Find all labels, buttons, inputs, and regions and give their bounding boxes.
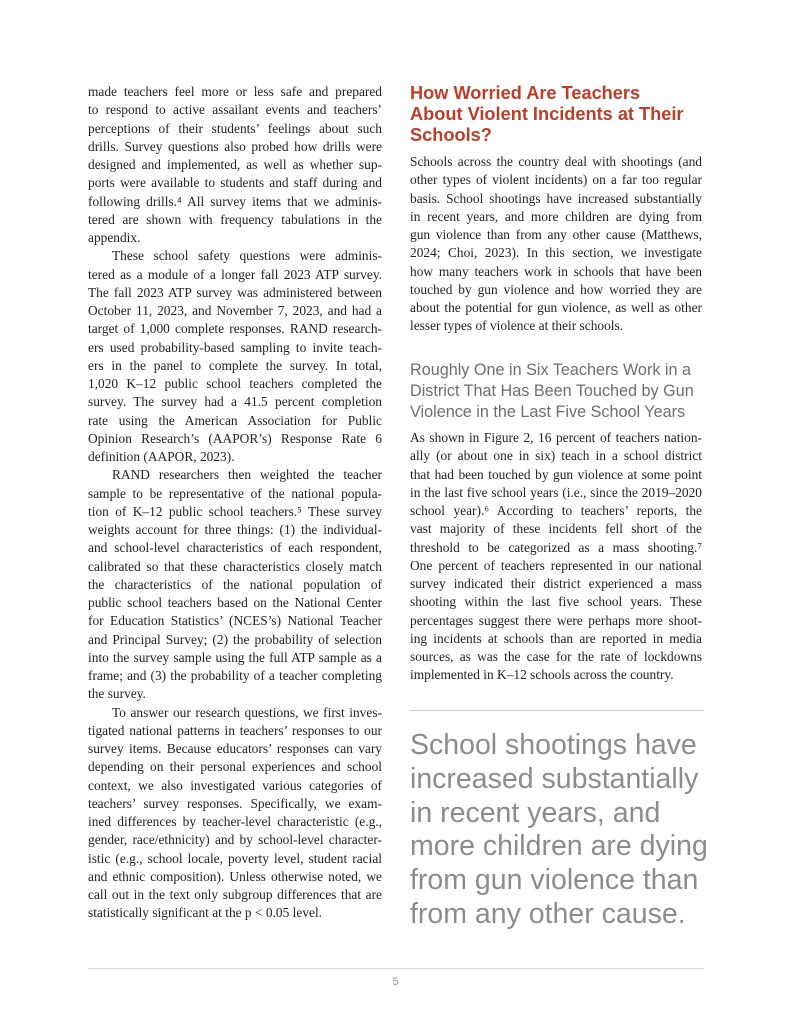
section-intro xyxy=(410,153,702,336)
text-line: in the last five school years (i.e., since the 2019–2020 xyxy=(410,484,702,500)
subheading-line: Violence in the Last Five School Years xyxy=(410,403,686,421)
text-line: One percent of teachers represented in our national xyxy=(410,557,702,573)
text-line: 1,020 K–12 public school teachers completed the xyxy=(88,376,382,391)
text-line: Schools across the country deal with shootings (and xyxy=(410,154,702,169)
text-line: ers in the panel to complete the survey. In total, xyxy=(88,357,382,373)
text-line: sources, as was the case for the rate of lockdowns xyxy=(410,649,702,664)
text-line: threshold to be categorized as a mass shooting.⁷ xyxy=(410,539,702,555)
text-line: As shown in Figure 2, 16 percent of teachers nation- xyxy=(410,430,702,445)
text-line: shooting within the last five school years. These xyxy=(410,594,702,610)
text-line: survey items. Because educators’ responses can vary xyxy=(88,741,382,756)
text-line: istic (e.g., school locale, poverty level, student racial xyxy=(88,850,382,866)
text-line: and ethnic composition). Unless otherwise noted, we xyxy=(88,868,382,884)
text-line: into the survey sample using the full ATP sample as a xyxy=(88,649,382,665)
text-line: to respond to active assailant events and teachers’ xyxy=(88,102,382,118)
text-line: ing incidents at schools than are reported in media xyxy=(410,630,702,646)
text-line: ports were available to students and staff during and xyxy=(88,175,382,191)
text-line: the survey. xyxy=(88,686,146,702)
text-line: the characteristics of the national population of xyxy=(88,576,382,592)
subsection-body xyxy=(410,429,702,685)
text-line: tigated national patterns in teachers’ responses to our xyxy=(88,722,382,738)
text-line: RAND researchers then weighted the teacher xyxy=(112,467,382,483)
text-line: ally (or about one in six) teach in a school district xyxy=(410,448,702,464)
paragraph xyxy=(88,704,382,923)
text-line: rate using the American Association for Public xyxy=(88,412,382,428)
paragraph xyxy=(88,247,382,466)
page-number: 5 xyxy=(392,976,399,988)
text-line: touched by gun violence and how worried they are xyxy=(410,281,702,297)
text-line: appendix. xyxy=(88,230,141,245)
text-line: ined differences by teacher-level characteristic (e.g., xyxy=(88,814,382,829)
text-line: To answer our research questions, we first inves- xyxy=(112,704,382,720)
text-line: tered are shown with frequency tabulations in the xyxy=(88,211,382,227)
text-line: gender, race/ethnicity) and by school-level character- xyxy=(88,832,382,848)
text-line: tion of K–12 public school teachers.⁵ These survey xyxy=(88,503,382,519)
text-line: ers used probability-based sampling to invite teach- xyxy=(88,339,382,355)
pull-quote-line: increased substantially xyxy=(410,762,699,795)
text-line: October 11, 2023, and November 7, 2023, and had a xyxy=(88,303,382,318)
pull-quote-line: more children are dying xyxy=(410,830,708,863)
text-line: definition (AAPOR, 2023). xyxy=(88,449,235,464)
pull-quote-line: from gun violence than xyxy=(410,864,699,897)
footer-divider xyxy=(88,968,704,969)
text-line: call out in the text only subgroup differences that are xyxy=(88,887,382,902)
section-heading xyxy=(410,83,710,146)
text-line: These school safety questions were adminis- xyxy=(112,248,382,264)
text-line: percentages suggest there were perhaps more shoot- xyxy=(410,612,702,628)
text-line: and school-level characteristics of each respondent, xyxy=(88,540,382,556)
subheading-line: Roughly One in Six Teachers Work in a xyxy=(410,361,692,379)
text-line: teachers’ survey responses. Specifically, we exam- xyxy=(88,795,382,811)
text-line: and Principal Survey; (2) the probability of selection xyxy=(88,631,382,647)
pull-quote-line: School shootings have xyxy=(410,729,697,761)
text-line: for Education Statistics’ (NCES’s) National Teacher xyxy=(88,613,382,629)
text-line: context, we also investigated various categories of xyxy=(88,777,382,793)
text-line: 2024; Choi, 2023). In this section, we investigate xyxy=(410,245,702,261)
text-line: public school teachers based on the National Center xyxy=(88,595,382,610)
pull-quote-line: from any other cause. xyxy=(410,897,686,930)
text-line: weights account for three things: (1) the individual- xyxy=(88,522,382,537)
text-line: Opinion Research’s (AAPOR’s) Response Rate 6 xyxy=(88,430,382,446)
text-line: other types of violent incidents) on a far too regular xyxy=(410,172,702,188)
text-line: implemented in K–12 schools across the country. xyxy=(410,667,674,683)
text-line: perceptions of their students’ feelings about such xyxy=(88,120,382,136)
text-line: how many teachers work in schools that have been xyxy=(410,263,702,279)
text-line: school year).⁶ According to teachers’ reports, the xyxy=(410,503,702,518)
text-line: lesser types of violence at their schools. xyxy=(410,318,624,334)
text-line: about the potential for gun violence, as well as other xyxy=(410,300,702,315)
text-line: sample to be representative of the national popula- xyxy=(88,485,382,501)
subheading-line: District That Has Been Touched by Gun xyxy=(410,382,694,400)
text-line: gun violence than from any other cause (Matthews, xyxy=(410,227,702,242)
text-line: survey indicated their district experienced a mass xyxy=(410,576,702,591)
section-heading-line: About Violent Incidents at Their xyxy=(410,104,684,124)
pull-quote-divider xyxy=(410,710,704,711)
left-column xyxy=(88,83,382,923)
text-line: target of 1,000 complete responses. RAND research- xyxy=(88,321,382,337)
text-line: following drills.⁴ All survey items that we adminis- xyxy=(88,193,382,209)
text-line: tered as a module of a longer fall 2023 ATP survey. xyxy=(88,266,382,282)
text-line: designed and implemented, as well as whether sup- xyxy=(88,157,382,172)
text-line: drills. Survey questions also probed how drills were xyxy=(88,138,382,154)
subheading xyxy=(410,360,710,423)
text-line: statistically significant at the p < 0.05 level. xyxy=(88,905,323,921)
paragraph xyxy=(410,153,702,336)
paragraph xyxy=(410,429,702,685)
text-line: depending on their personal experiences and school xyxy=(88,759,382,775)
pull-quote-line: in recent years, and xyxy=(410,796,661,829)
text-line: made teachers feel more or less safe and prepared xyxy=(88,84,382,99)
paragraph xyxy=(88,466,382,703)
text-line: calibrated so that these characteristics closely match xyxy=(88,558,382,574)
paragraph xyxy=(88,83,382,247)
section-heading-line: Schools? xyxy=(410,125,492,145)
text-line: frame; and (3) the probability of a teacher completing xyxy=(88,668,382,683)
section-heading-line: How Worried Are Teachers xyxy=(410,83,641,103)
text-line: in recent years, and more children are dying from xyxy=(410,208,702,224)
text-line: that had been touched by gun violence at some point xyxy=(410,466,702,482)
text-line: survey. The survey had a 41.5 percent completion xyxy=(88,394,382,410)
text-line: vast majority of these incidents fell short of the xyxy=(410,521,702,537)
pull-quote xyxy=(410,729,710,932)
text-line: basis. School shootings have increased substantially xyxy=(410,190,702,206)
text-line: The fall 2023 ATP survey was administered between xyxy=(88,284,382,300)
